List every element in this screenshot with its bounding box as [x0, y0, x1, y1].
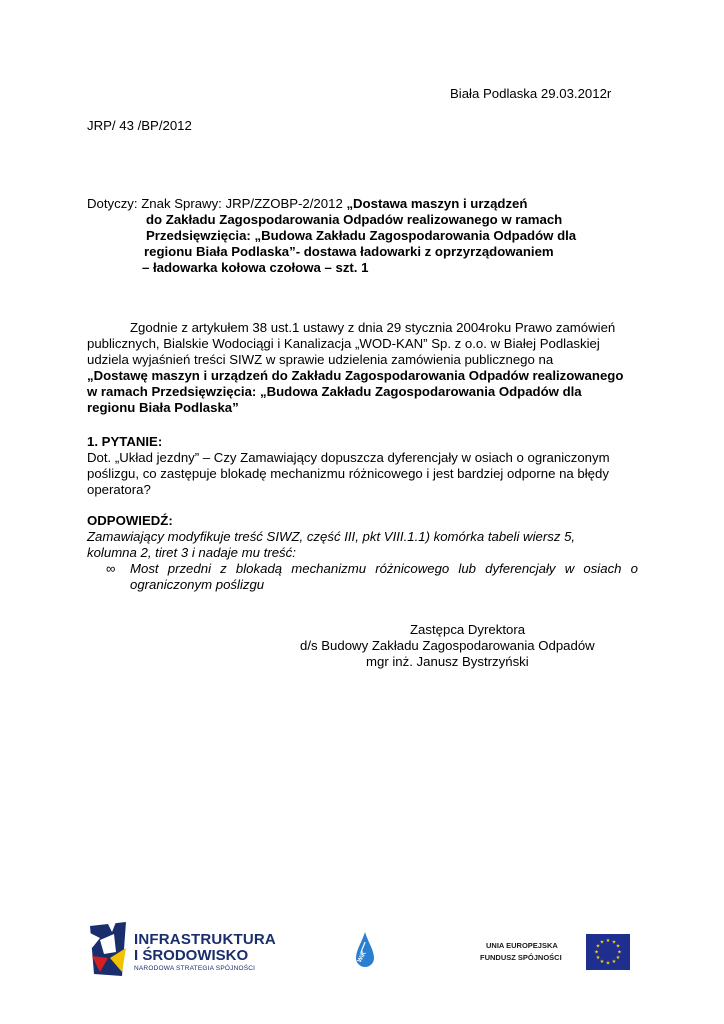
- intro-line-2: publicznych, Bialskie Wodociągi i Kanalizacja „WOD-KAN” Sp. z o.o. w Białej Podlaskiej: [87, 336, 600, 351]
- answer-line-2: kolumna 2, tiret 3 i nadaje mu treść:: [87, 545, 296, 560]
- svg-text:★: ★: [605, 938, 611, 944]
- subject-title-start: „Dostawa maszyn i urządzeń: [346, 196, 528, 211]
- answer-bullet-line-1: Most przedni z blokadą mechanizmu różnicowego lub dyferencjały w osiach o: [130, 561, 638, 576]
- bullet-icon: ∞: [106, 561, 116, 576]
- intro-line-3: udziela wyjaśnień treści SIWZ w sprawie udzielenia zamówienia publicznego na: [87, 352, 554, 367]
- nss-emblem-icon: [86, 918, 130, 980]
- svg-text:★: ★: [611, 959, 617, 965]
- eu-flag-icon: [586, 934, 630, 970]
- svg-text:★: ★: [595, 943, 601, 950]
- question-line-3: operatora?: [87, 482, 151, 497]
- signature-department: d/s Budowy Zakładu Zagospodarowania Odpadów: [300, 638, 595, 653]
- eu-line-2: FUNDUSZ SPÓJNOŚCI: [480, 953, 562, 962]
- water-drop-icon: [354, 930, 376, 970]
- svg-text:★: ★: [615, 943, 621, 950]
- answer-bullet-line-2: ograniczonym poślizgu: [130, 577, 265, 592]
- question-line-1: Dot. „Układ jezdny” – Czy Zamawiający dopuszcza dyferencjały w osiach o ograniczonym: [87, 450, 610, 465]
- wodkan-logo-text: WiK: [356, 950, 368, 964]
- wodkan-logo: [354, 930, 376, 970]
- svg-text:★: ★: [594, 949, 599, 956]
- question-heading: 1. PYTANIE:: [87, 434, 163, 449]
- svg-text:★: ★: [611, 939, 617, 946]
- subject-line-2: do Zakładu Zagospodarowania Odpadów realizowanego w ramach: [146, 212, 563, 227]
- intro-line-4: „Dostawę maszyn i urządzeń do Zakładu Zagospodarowania Odpadów realizowanego: [87, 368, 624, 383]
- intro-line-5: w ramach Przedsięwzięcia: „Budowa Zakładu Zagospodarowania Odpadów dla: [87, 384, 582, 399]
- logo1-line-2: I ŚRODOWISKO: [134, 947, 249, 964]
- signature-name: mgr inż. Janusz Bystrzyński: [366, 654, 529, 669]
- subject-line-5: – ładowarka kołowa czołowa – szt. 1: [142, 260, 369, 275]
- svg-text:★: ★: [599, 959, 605, 965]
- intro-line-6: regionu Biała Podlaska”: [87, 400, 239, 415]
- logo1-line-3: NARODOWA STRATEGIA SPÓJNOŚCI: [134, 965, 256, 972]
- subject-prefix: Dotyczy: Znak Sprawy: JRP/ZZOBP-2/2012: [87, 196, 347, 211]
- eu-line-1: UNIA EUROPEJSKA: [486, 941, 558, 950]
- svg-text:★: ★: [599, 939, 605, 946]
- svg-text:★: ★: [605, 960, 611, 967]
- reference-number: JRP/ 43 /BP/2012: [87, 118, 192, 133]
- answer-line-1: Zamawiający modyfikuje treść SIWZ, część III, pkt VIII.1.1) komórka tabeli wiersz 5,: [87, 529, 576, 544]
- place-date: Biała Podlaska 29.03.2012r: [450, 86, 612, 101]
- subject-line-3: Przedsięwzięcia: „Budowa Zakładu Zagospodarowania Odpadów dla: [146, 228, 577, 243]
- question-line-2: poślizgu, co zastępuje blokadę mechanizmu różnicowego i jest bardziej odporne na błędy: [87, 466, 609, 481]
- subject-line-4: regionu Biała Podlaska”- dostawa ładowarki z oprzyrządowaniem: [144, 244, 554, 259]
- svg-text:★: ★: [617, 949, 622, 956]
- intro-line-1: Zgodnie z artykułem 38 ust.1 ustawy z dnia 29 stycznia 2004roku Prawo zamówień: [130, 320, 616, 335]
- svg-text:★: ★: [595, 955, 601, 961]
- eu-logo: [480, 934, 630, 970]
- svg-text:★: ★: [615, 955, 621, 961]
- logo1-line-1: INFRASTRUKTURA: [134, 931, 276, 948]
- answer-heading: ODPOWIEDŹ:: [87, 513, 173, 528]
- signature-title: Zastępca Dyrektora: [410, 622, 526, 637]
- infrastruktura-logo: [86, 918, 276, 980]
